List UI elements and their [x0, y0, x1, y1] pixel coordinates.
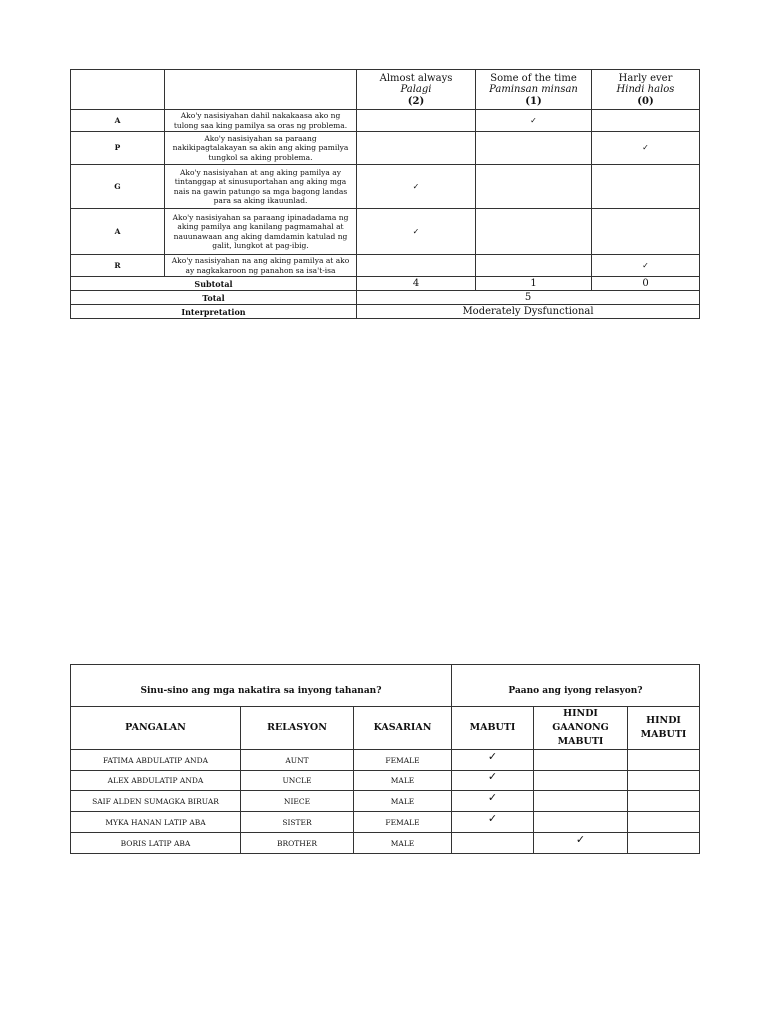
good-cell — [452, 791, 534, 812]
check-mark-icon: ✓ — [487, 770, 498, 783]
check-mark-icon: ✓ — [476, 110, 592, 132]
good-cell — [452, 833, 534, 854]
not-good-cell — [628, 750, 700, 771]
apgar-row — [71, 165, 700, 209]
apgar-letter: R — [71, 255, 165, 277]
col-filipino-label: Hindi halos — [616, 84, 675, 96]
apgar-row — [71, 209, 700, 255]
family-apgar-table — [70, 69, 700, 319]
check-mark-icon — [476, 132, 592, 165]
apgar-statement: Ako'y nasisiyahan sa paraang nakikipagtalakayan sa akin ang aking pamilya tungkol sa aking problema. — [165, 132, 357, 165]
not-good-column-header: HINDI MABUTI — [628, 707, 700, 750]
member-relation: UNCLE — [241, 771, 354, 791]
col-english-label: Harly ever — [618, 72, 673, 84]
members-question: Sinu-sino ang mga nakatira sa inyong tahanan? — [71, 665, 452, 707]
member-name: FATIMA ABDULATIP ANDA — [71, 750, 241, 771]
apgar-header-blank — [71, 70, 165, 110]
not-so-good-cell — [534, 833, 628, 854]
apgar-row — [71, 132, 700, 165]
not-so-good-cell — [534, 771, 628, 791]
check-mark-icon: ✓ — [575, 832, 586, 846]
col-points-label: (0) — [637, 95, 654, 107]
table-row — [71, 812, 700, 833]
apgar-statement: Ako'y nasisiyahan dahil nakakaasa ako ng tulong saa king pamilya sa oras ng problema. — [165, 110, 357, 132]
check-mark-icon — [476, 165, 592, 209]
check-mark-icon — [357, 132, 476, 165]
check-mark-icon: ✓ — [487, 790, 498, 804]
member-relation: AUNT — [241, 750, 354, 771]
apgar-col-header — [357, 70, 476, 110]
apgar-row — [71, 255, 700, 277]
relation-column-header: RELASYON — [241, 707, 354, 750]
member-name: MYKA HANAN LATIP ABA — [71, 812, 241, 833]
subtotal-label: Subtotal — [71, 277, 357, 291]
total-label: Total — [71, 291, 357, 305]
table-row — [71, 833, 700, 854]
member-name: BORIS LATIP ABA — [71, 833, 241, 854]
member-sex: FEMALE — [354, 812, 452, 833]
household-question-row — [71, 665, 700, 707]
check-mark-icon: ✓ — [592, 255, 700, 277]
good-cell — [452, 771, 534, 791]
not-good-cell — [628, 771, 700, 791]
check-mark-icon — [476, 255, 592, 277]
apgar-subtotal-row — [71, 277, 700, 291]
check-mark-icon: ✓ — [487, 811, 498, 825]
table-row — [71, 750, 700, 771]
member-relation: BROTHER — [241, 833, 354, 854]
apgar-letter: P — [71, 132, 165, 165]
check-mark-icon: ✓ — [357, 209, 476, 255]
apgar-col-header — [476, 70, 592, 110]
apgar-letter: A — [71, 209, 165, 255]
check-mark-icon — [592, 110, 700, 132]
apgar-letter: A — [71, 110, 165, 132]
not-so-good-cell — [534, 750, 628, 771]
apgar-interpretation-row — [71, 305, 700, 319]
not-so-good-cell — [534, 791, 628, 812]
sex-column-header: KASARIAN — [354, 707, 452, 750]
check-mark-icon — [357, 110, 476, 132]
apgar-total-row — [71, 291, 700, 305]
not-so-good-cell — [534, 812, 628, 833]
check-mark-icon — [592, 209, 700, 255]
apgar-header-blank — [165, 70, 357, 110]
apgar-statement: Ako'y nasisiyahan at ang aking pamilya ay tintanggap at sinusuportahan ang aking mga nais na gawin patungo sa mga bagong landas para sa aking ikauunlad. — [165, 165, 357, 209]
member-sex: FEMALE — [354, 750, 452, 771]
member-relation: SISTER — [241, 812, 354, 833]
name-column-header: PANGALAN — [71, 707, 241, 750]
col-english-label: Almost always — [379, 72, 453, 84]
col-filipino-label: Paminsan minsan — [489, 84, 578, 96]
good-cell — [452, 750, 534, 771]
subtotal-value: 4 — [357, 277, 476, 291]
member-sex: MALE — [354, 833, 452, 854]
not-so-good-column-header: HINDI GAANONG MABUTI — [534, 707, 628, 750]
apgar-statement: Ako'y nasisiyahan na ang aking pamilya at ako ay nagkakaroon ng panahon sa isa't-isa — [165, 255, 357, 277]
relationship-question: Paano ang iyong relasyon? — [452, 665, 700, 707]
member-relation: NIECE — [241, 791, 354, 812]
subtotal-value: 1 — [476, 277, 592, 291]
good-cell — [452, 812, 534, 833]
col-points-label: (2) — [407, 95, 425, 107]
good-column-header: MABUTI — [452, 707, 534, 750]
check-mark-icon: ✓ — [487, 749, 498, 763]
check-mark-icon: ✓ — [592, 132, 700, 165]
subtotal-value: 0 — [592, 277, 700, 291]
apgar-letter: G — [71, 165, 165, 209]
check-mark-icon: ✓ — [357, 165, 476, 209]
check-mark-icon — [592, 165, 700, 209]
member-sex: MALE — [354, 791, 452, 812]
not-good-cell — [628, 812, 700, 833]
table-row — [71, 771, 700, 791]
household-header-row — [71, 707, 700, 750]
household-members-table — [70, 664, 700, 854]
apgar-statement: Ako'y nasisiyahan sa paraang ipinadadama ng aking pamilya ang kanilang pagmamahal at nauunawaan ang aking damdamin katulad ng galit, lungkot at pag-ibig. — [165, 209, 357, 255]
member-sex: MALE — [354, 771, 452, 791]
apgar-col-header — [592, 70, 700, 110]
not-good-cell — [628, 833, 700, 854]
col-points-label: (1) — [525, 95, 542, 107]
check-mark-icon — [357, 255, 476, 277]
total-value: 5 — [357, 291, 700, 305]
member-name: SAIF ALDEN SUMAGKA BIRUAR — [71, 791, 241, 812]
table-row — [71, 791, 700, 812]
apgar-header-row — [71, 70, 700, 110]
member-name: ALEX ABDULATIP ANDA — [71, 771, 241, 791]
col-english-label: Some of the time — [490, 72, 577, 84]
interpretation-value: Moderately Dysfunctional — [357, 305, 700, 319]
interpretation-label: Interpretation — [71, 305, 357, 319]
col-filipino-label: Palagi — [400, 84, 432, 96]
not-good-cell — [628, 791, 700, 812]
apgar-row — [71, 110, 700, 132]
check-mark-icon — [476, 209, 592, 255]
